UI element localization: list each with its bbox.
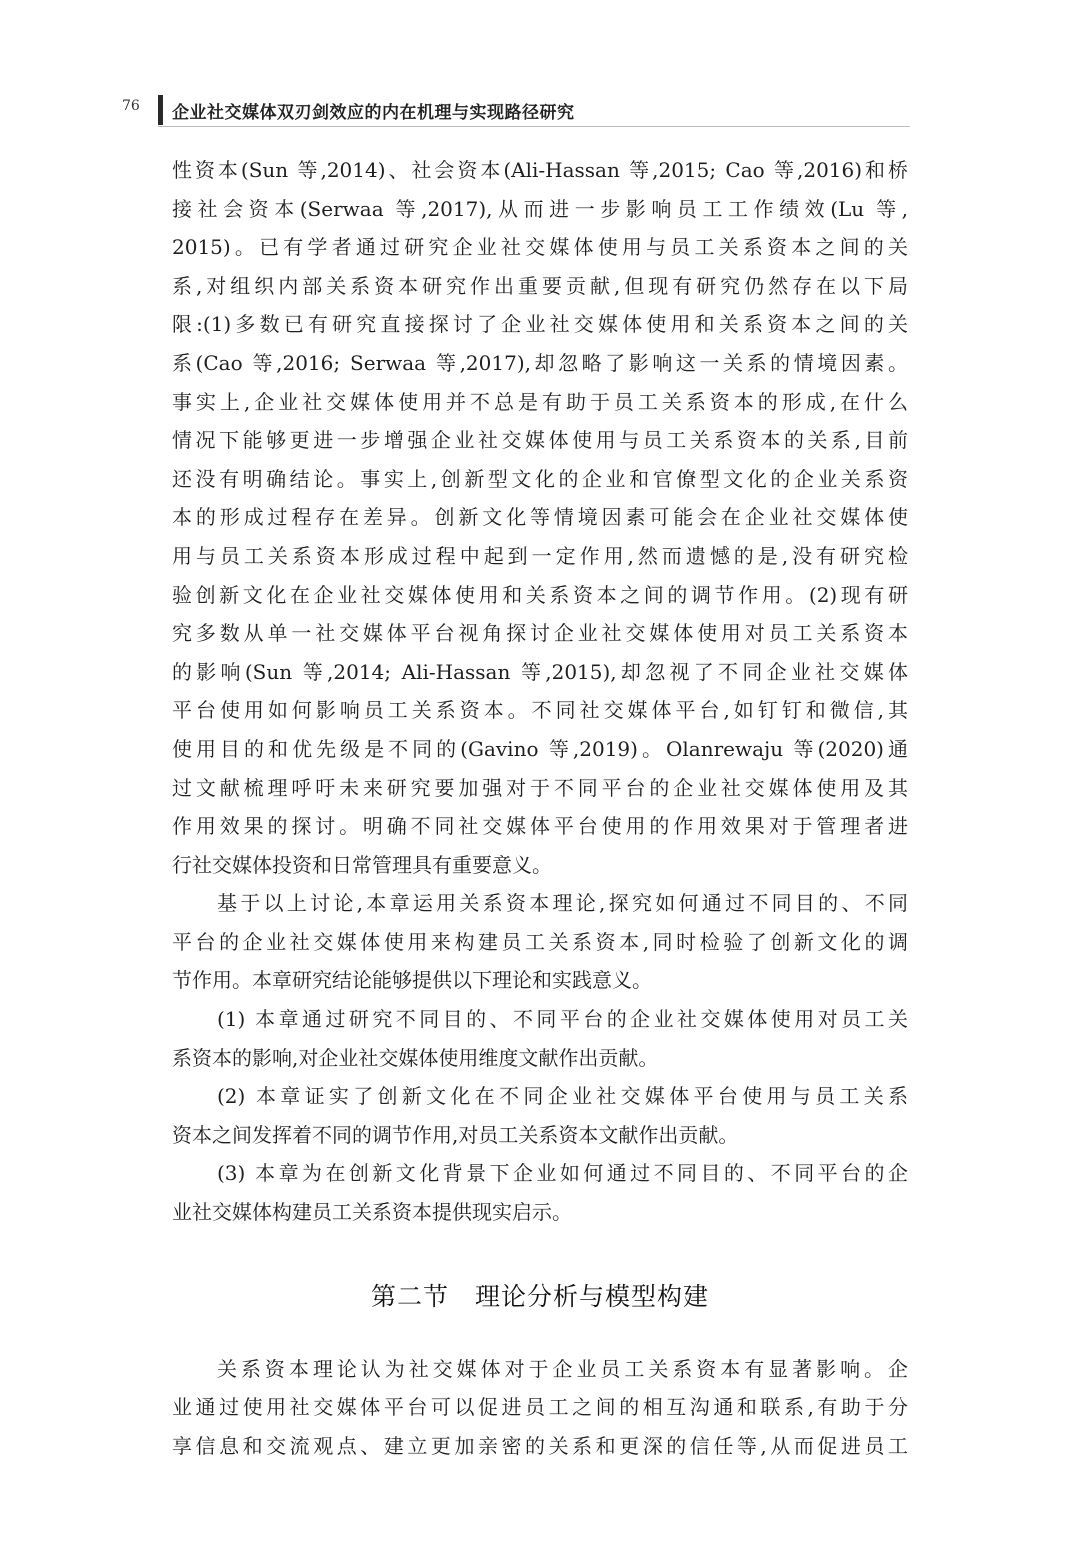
- paragraph-2: [172, 884, 908, 1000]
- text-line: 性资本(Sun 等,2014)、社会资本(Ali-Hassan 等,2015; Cao 等,2016)和桥: [172, 158, 908, 182]
- point-1: [172, 1000, 908, 1077]
- header-rule: [158, 126, 910, 127]
- section-title: 第二节 理论分析与模型构建: [370, 1281, 709, 1311]
- paragraph-3: [172, 1350, 908, 1466]
- point-3: [172, 1154, 908, 1231]
- text-line: 系,对组织内部关系资本研究作出重要贡献,但现有研究仍然存在以下局: [172, 273, 908, 298]
- text-line: 资本之间发挥着不同的调节作用,对员工关系资本文献作出贡献。: [172, 1122, 739, 1147]
- text-line: 事实上,企业社交媒体使用并不总是有助于员工关系资本的形成,在什么: [172, 389, 908, 414]
- text-line: 还没有明确结论。事实上,创新型文化的企业和官僚型文化的企业关系资: [172, 466, 908, 491]
- text-line: (2) 本章证实了创新文化在不同企业社交媒体平台使用与员工关系: [217, 1084, 908, 1109]
- text-line: 用与员工关系资本形成过程中起到一定作用,然而遗憾的是,没有研究检: [172, 543, 908, 568]
- text-line: 系资本的影响,对企业社交媒体使用维度文献作出贡献。: [172, 1045, 659, 1070]
- text-line: 享信息和交流观点、建立更加亲密的关系和更深的信任等,从而促进员工: [172, 1433, 908, 1458]
- text-line: 行社交媒体投资和日常管理具有重要意义。: [172, 852, 552, 877]
- page-number: 76: [122, 98, 140, 114]
- text-line: 过文献梳理呼吁未来研究要加强对于不同平台的企业社交媒体使用及其: [172, 775, 908, 800]
- text-line: 限:(1)多数已有研究直接探讨了企业社交媒体使用和关系资本之间的关: [172, 312, 908, 337]
- text-line: 2015)。已有学者通过研究企业社交媒体使用与员工关系资本之间的关: [172, 235, 908, 260]
- header-accent-bar: [158, 95, 163, 125]
- text-line: (1) 本章通过研究不同目的、不同平台的企业社交媒体使用对员工关: [217, 1007, 908, 1032]
- text-line: 业社交媒体构建员工关系资本提供现实启示。: [172, 1200, 572, 1225]
- point-2: [172, 1077, 908, 1154]
- text-line: 基于以上讨论,本章运用关系资本理论,探究如何通过不同目的、不同: [217, 891, 908, 916]
- text-line: 作用效果的探讨。明确不同社交媒体平台使用的作用效果对于管理者进: [172, 814, 908, 839]
- text-line: 使用目的和优先级是不同的(Gavino 等,2019)。Olanrewaju 等(2020)通: [172, 736, 908, 761]
- text-line: 情况下能够更进一步增强企业社交媒体使用与员工关系资本的关系,目前: [172, 428, 908, 453]
- body-text: [172, 151, 908, 1465]
- running-header: [100, 93, 910, 127]
- text-line: 究多数从单一社交媒体平台视角探讨企业社交媒体使用对员工关系资本: [172, 621, 908, 646]
- text-line: 接社会资本(Serwaa 等,2017),从而进一步影响员工工作绩效(Lu 等,: [172, 196, 908, 221]
- text-line: 平台的企业社交媒体使用来构建员工关系资本,同时检验了创新文化的调: [172, 929, 908, 954]
- text-line: 业通过使用社交媒体平台可以促进员工之间的相互沟通和联系,有助于分: [172, 1395, 908, 1420]
- text-line: 节作用。本章研究结论能够提供以下理论和实践意义。: [172, 968, 652, 993]
- paragraph-1: [172, 151, 908, 884]
- running-title: 企业社交媒体双刃剑效应的内在机理与实现路径研究: [172, 103, 575, 123]
- text-line: 的影响(Sun 等,2014; Ali-Hassan 等,2015),却忽视了不同企业社交媒体: [172, 659, 908, 684]
- text-line: 本的形成过程存在差异。创新文化等情境因素可能会在企业社交媒体使: [172, 505, 908, 530]
- text-line: 验创新文化在企业社交媒体使用和关系资本之间的调节作用。(2)现有研: [172, 582, 908, 607]
- text-line: 关系资本理论认为社交媒体对于企业员工关系资本有显著影响。企: [217, 1356, 908, 1381]
- text-line: (3) 本章为在创新文化背景下企业如何通过不同目的、不同平台的企: [217, 1161, 908, 1186]
- text-line: 平台使用如何影响员工关系资本。不同社交媒体平台,如钉钉和微信,其: [172, 698, 908, 723]
- text-line: 系(Cao 等,2016; Serwaa 等,2017),却忽略了影响这一关系的情境因素。: [172, 350, 908, 375]
